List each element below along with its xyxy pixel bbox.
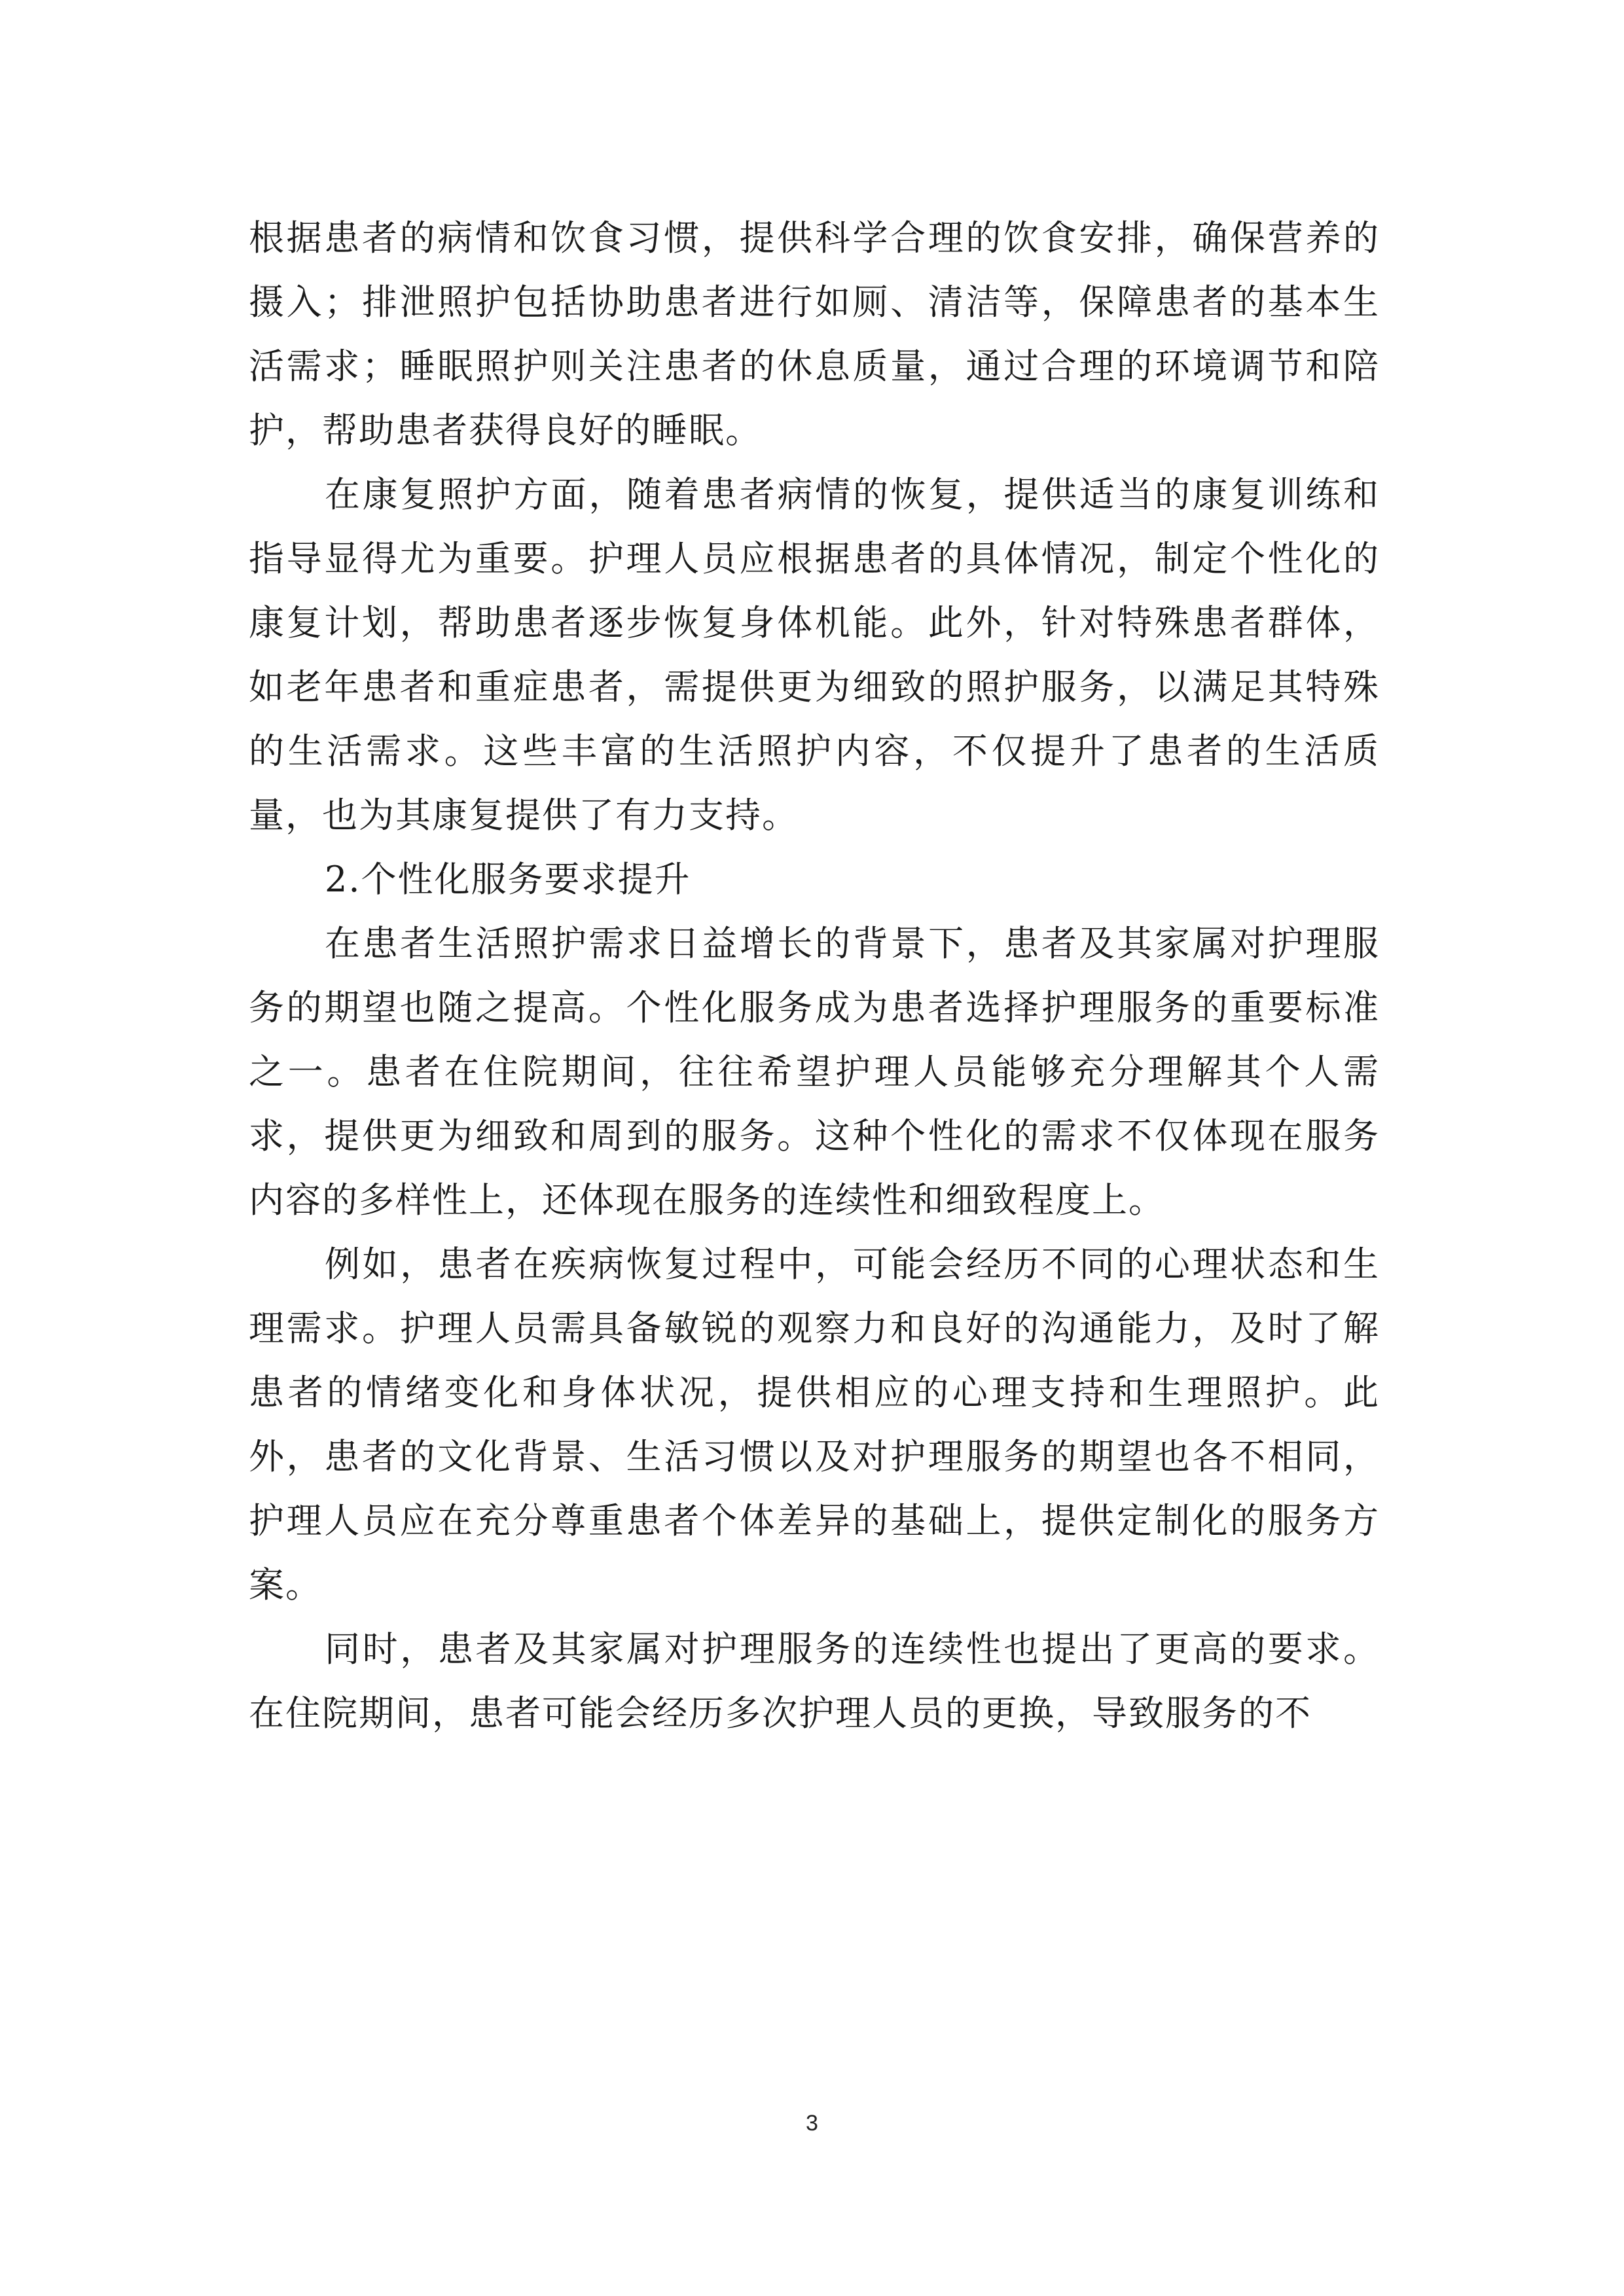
body-text — [249, 206, 1380, 1746]
page-number: 3 — [806, 2111, 818, 2136]
paragraph-personalized-expectations: 在患者生活照护需求日益增长的背景下，患者及其家属对护理服务的期望也随之提高。个性化服务成为患者选择护理服务的重要标准之一。患者在住院期间，往往希望护理人员能够充分理解其个人需求，提供更为细致和周到的服务。这种个性化的需求不仅体现在服务内容的多样性上，还体现在服务的连续性和细致程度上。 — [249, 923, 1380, 1221]
paragraph-service-continuity: 同时，患者及其家属对护理服务的连续性也提出了更高的要求。在住院期间，患者可能会经历多次护理人员的更换，导致服务的不 — [249, 1628, 1380, 1734]
paragraph-rehab-care: 在康复照护方面，随着患者病情的恢复，提供适当的康复训练和指导显得尤为重要。护理人员应根据患者的具体情况，制定个性化的康复计划，帮助患者逐步恢复身体机能。此外，针对特殊患者群体，如老年患者和重症患者，需提供更为细致的照护服务，以满足其特殊的生活需求。这些丰富的生活照护内容，不仅提升了患者的生活质量，也为其康复提供了有力支持。 — [249, 474, 1380, 836]
paragraph-example-needs: 例如，患者在疾病恢复过程中，可能会经历不同的心理状态和生理需求。护理人员需具备敏锐的观察力和良好的沟通能力，及时了解患者的情绪变化和身体状况，提供相应的心理支持和生理照护。此外，患者的文化背景、生活习惯以及对护理服务的期望也各不相同，护理人员应在充分尊重患者个体差异的基础上，提供定制化的服务方案。 — [249, 1244, 1380, 1605]
section-heading-personalized-service: 2.个性化服务要求提升 — [325, 859, 691, 900]
paragraph-diet-sleep-care: 根据患者的病情和饮食习惯，提供科学合理的饮食安排，确保营养的摄入；排泄照护包括协助患者进行如厕、清洁等，保障患者的基本生活需求；睡眠照护则关注患者的休息质量，通过合理的环境调节和陪护，帮助患者获得良好的睡眠。 — [249, 217, 1380, 451]
